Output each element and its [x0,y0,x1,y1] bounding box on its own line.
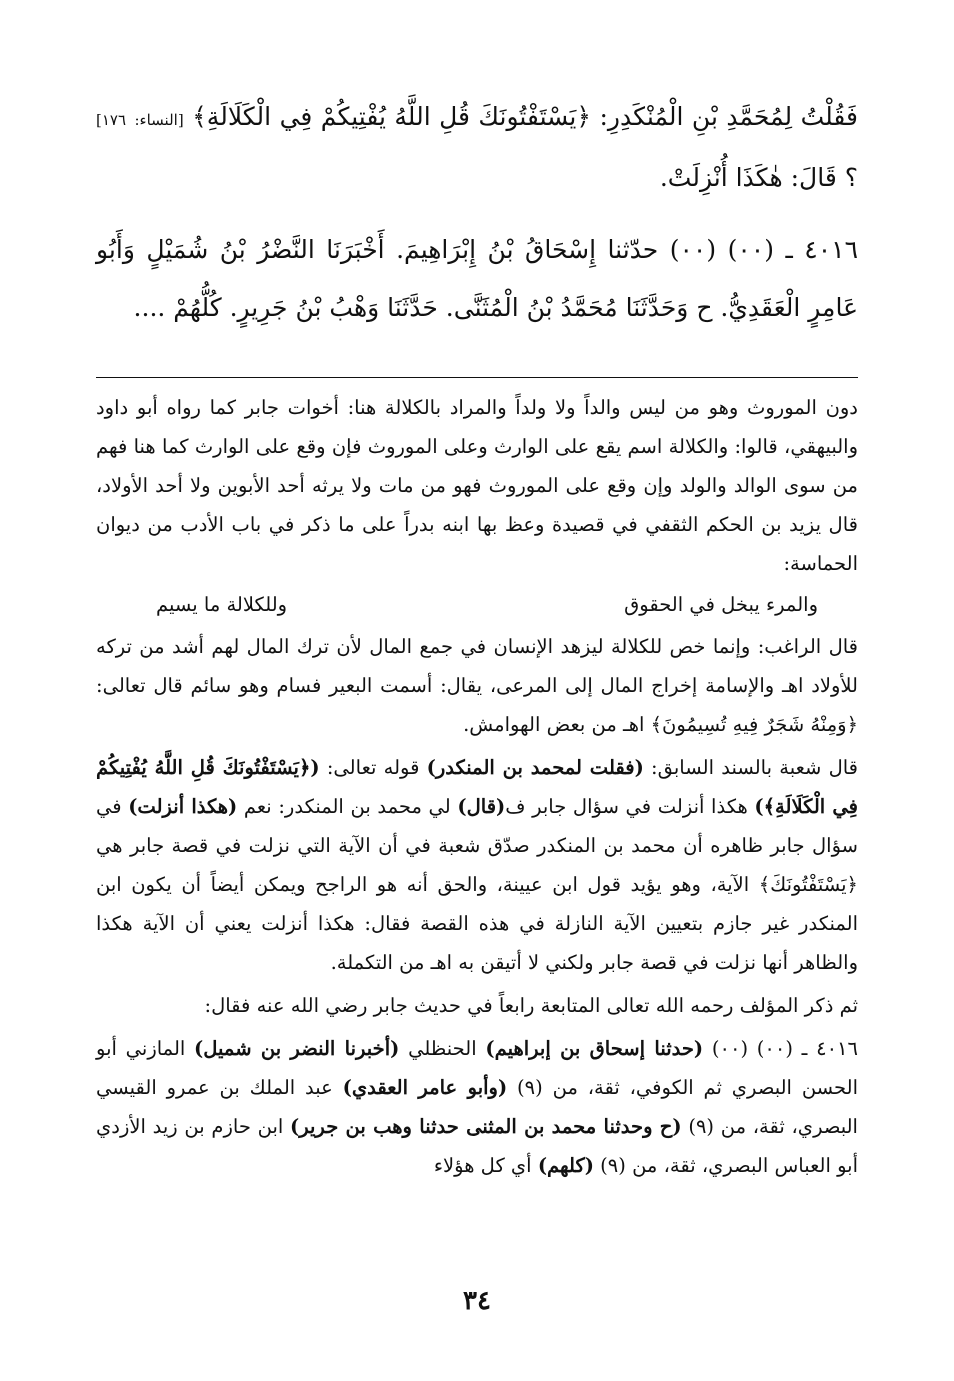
hadith-4016-line-2: وَأَبُو عَامِرٍ الْعَقَدِيُّ. ح وَحَدَّثَنَا مُحَمَّدُ بْنُ الْمُثَنَّى. حَدَّثَنَا وَهْبُ بْنُ جَرِيرٍ. كُلُّهُمْ .... [96,235,858,322]
verse-second-hemistich: وللكلالة ما يسيم [156,593,288,616]
section-divider [96,377,858,378]
p3-text-a: قال شعبة بالسند السابق: [643,756,858,779]
p5-text-c: الحنظلي [399,1037,486,1060]
p3-text-c: قوله تعالى: [319,756,427,779]
commentary-section [96,388,858,1185]
hadith-text-section [96,88,858,337]
poetry-verse [96,583,858,627]
p5-bold-h: (ح وحدثنا محمد بن المثنى حدثنا وهب بن جرير) [290,1115,682,1138]
p5-bold-d: (أخبرنا النضر بن شميل) [194,1037,400,1060]
p3-text-i: في سؤال جابر ظاهره أن محمد بن المنكدر صدّق شعبة في أن الآية التي نزلت في قصة جابر هي ﴿يَسْتَفْتُونَكَ﴾ الآية، وهو يؤيد قول ابن عيينة، والحق أنه هو الراجح ويمكن أيضاً أن يكون ابن المنكدر غير جازم بتعيين الآية النازلة في هذه القصة فقال: هكذا أنزلت يعني أن الآية هكذا والظاهر أنها نزلت في قصة جابر ولكني لا أتيقن به اهـ من التكملة. [96,795,858,974]
p3-bold-f: (قال) [457,795,506,818]
page-number: ٣٤ [463,1286,491,1316]
commentary-paragraph-1: دون الموروث وهو من ليس والداً ولا ولداً والمراد بالكلالة هنا: أخوات جابر كما رواه أبو داود والبيهقي، قالوا: والكلالة اسم يقع على الوارث وعلى الموروث فإن وقع على الوارث كما هنا فهم من سوى الوالد والولد وإن وقع على الموروث فهو من مات ولا يرثه أحد الأبوين ولا أحد الأولاد، قال يزيد بن الحكم الثقفي في قصيدة وعظ بها ابنه بدراً على ما ذكر في باب الأدب من ديوان الحماسة: [96,396,858,575]
hadith-4016-line-1: ٤٠١٦ ـ (٠٠) (٠٠) حدّثنا إِسْحَاقُ بْنُ إِبْرَاهِيمَ. أَخْبَرَنَا النَّضْرُ بْنُ شُمَيْلٍ [146,235,858,264]
p5-text-a: ٤٠١٦ ـ (٠٠) (٠٠) [703,1037,859,1060]
hadith-4016 [96,221,858,337]
commentary-paragraph-4: ثم ذكر المؤلف رحمه الله تعالى المتابعة رابعاً في حديث جابر رضي الله عنه فقال: [204,994,858,1017]
hadith-4015-ending [96,88,858,207]
p5-bold-f: (وأبو عامر العقدي) [342,1076,508,1099]
p3-bold-b: (فقلت لمحمد بن المنكدر) [426,756,644,779]
p3-bold-d: (﴿يَسْتَفْتُونَكَ قُلِ اللَّهُ يُفْتِيكُمْ فِي الْكَلَالَةِ﴾) [96,756,858,818]
commentary-paragraph-5 [96,1029,858,1185]
p5-bold-j: (كلهم) [537,1154,594,1177]
p3-text-g: لي محمد بن المنكدر: نعم [237,795,458,818]
p3-text-e: هكذا أنزلت في سؤال جابر ف [505,795,755,818]
hadith-line-2: ؟ قَالَ: هٰكَذَا أُنْزِلَتْ. [659,163,858,192]
p5-text-g: عبد الملك بن عمرو القيسي البصري، ثقة، من (٩) [96,1076,858,1138]
p5-text-e: المازني أبو الحسن البصري ثم الكوفي، ثقة، من (٩) [96,1037,859,1099]
commentary-paragraph-3 [96,748,858,982]
p3-bold-h: (هكذا أنزلت) [128,795,238,818]
quran-reference-start: [النساء: [134,111,184,129]
verse-first-hemistich: والمرء يبخل في الحقوق [624,593,818,616]
p5-bold-b: (حدثنا إسحاق بن إبراهيم) [485,1037,704,1060]
p5-text-k: أي كل هؤلاء [433,1154,538,1177]
p5-text-i: ابن حازم بن زيد الأزدي أبو العباس البصري، ثقة، من (٩) [96,1115,858,1177]
hadith-line-1: فَقُلْتُ لِمُحَمَّدِ بْنِ الْمُنْكَدِرِ: ﴿يَسْتَفْتُونَكَ قُلِ اللَّهُ يُفْتِيكُمْ فِي الْكَلَالَةِ﴾ [192,102,859,131]
commentary-paragraph-2: قال الراغب: وإنما خص للكلالة ليزهد الإنسان في جمع المال لأن ترك المال لهم أشد من تركه للأولاد اهـ والإسامة إخراج المال إلى المرعى، يقال: أسمت البعير فسام وهو سائم قال تعالى: ﴿وَمِنْهُ شَجَرٌ فِيهِ تُسِيمُونَ﴾ اهـ من بعض الهوامش. [96,635,858,736]
quran-reference-end: ١٧٦] [96,111,127,129]
